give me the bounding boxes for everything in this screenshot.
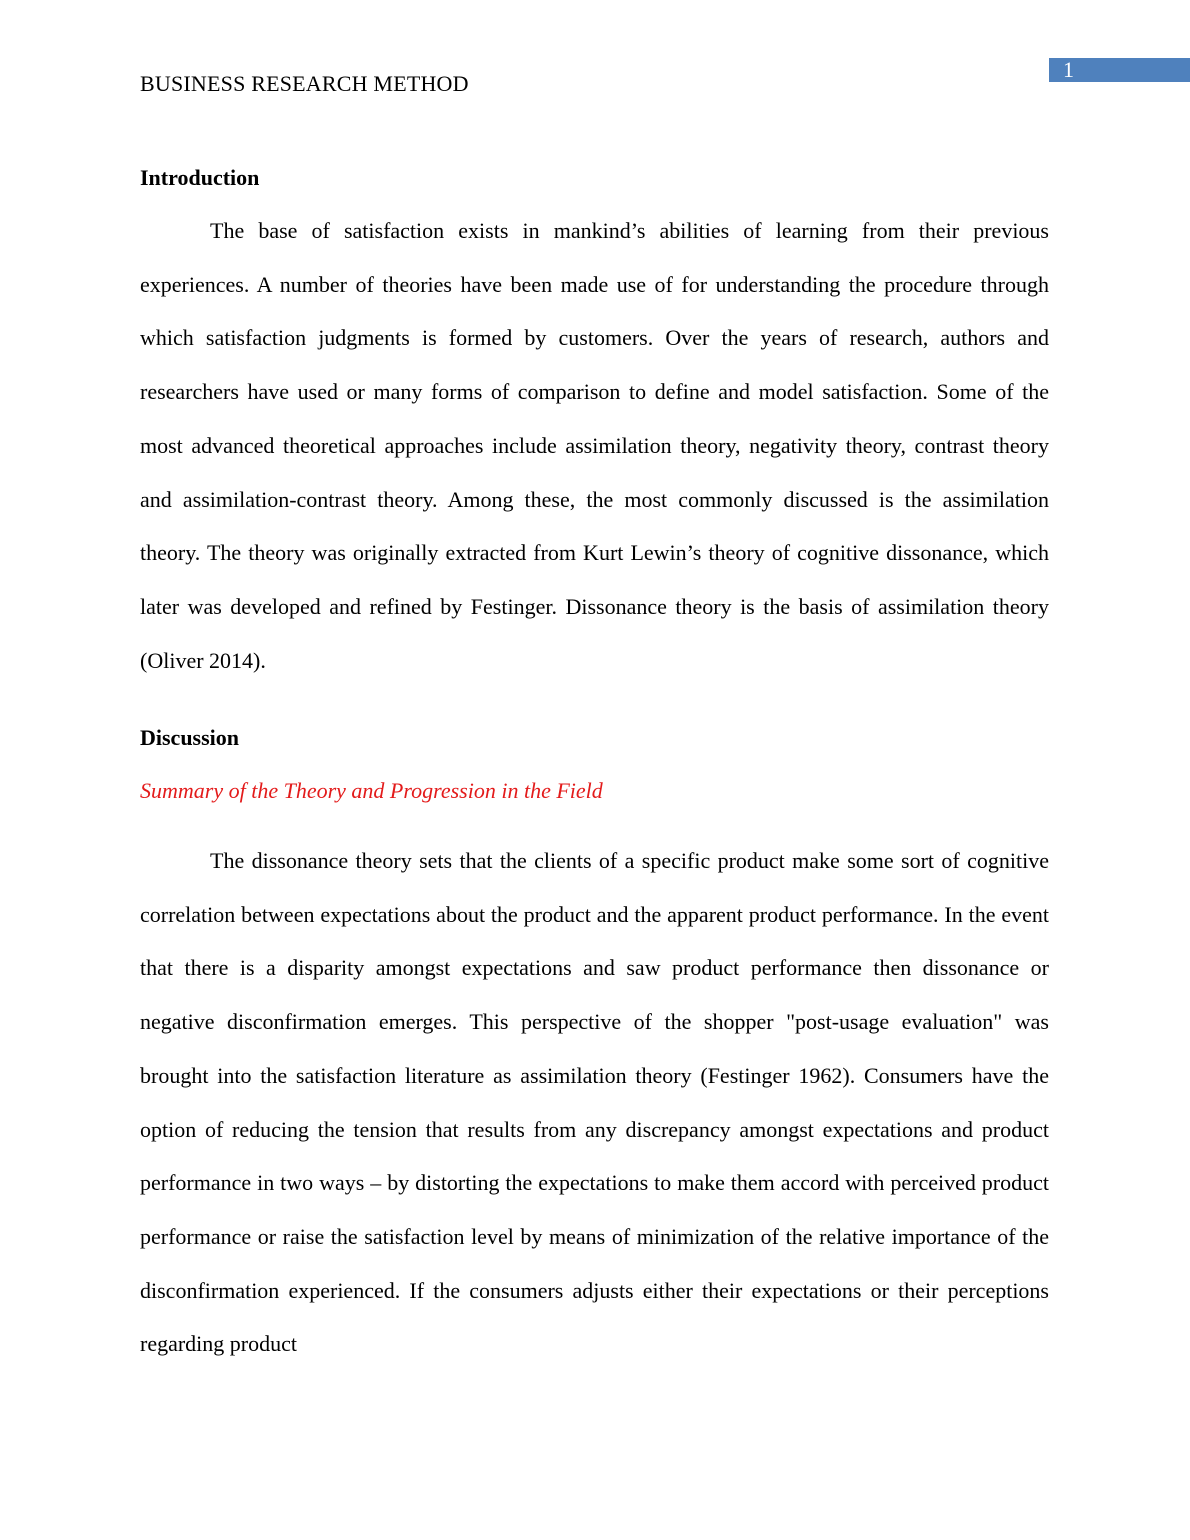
discussion-subheading: Summary of the Theory and Progression in the Field <box>140 778 603 803</box>
page-number-badge <box>1049 58 1190 82</box>
discussion-paragraph: The dissonance theory sets that the clients of a specific product make some sort of cognitive correlation between expectations about the product and the apparent product performance. In the event that there is a disparity amongst expectations and saw product performance then dissonance or negative disconfirmation emerges. This perspective of the shopper "post-usage evaluation" was brought into the satisfaction literature as assimilation theory (Festinger 1962). Consumers have the option of reducing the tension that results from any discrepancy amongst expectations and product performance in two ways – by distorting the expectations to make them accord with perceived product performance or raise the satisfaction level by means of minimization of the relative importance of the disconfirmation experienced. If the consumers adjusts either their expectations or their perceptions regarding product <box>140 848 1049 1357</box>
discussion-heading: Discussion <box>140 725 240 750</box>
page-number: 1 <box>1063 57 1074 82</box>
introduction-paragraph: The base of satisfaction exists in mankind’s abilities of learning from their previous experiences. A number of theories have been made use of for understanding the procedure through which satisfaction judgments is formed by customers. Over the years of research, authors and researchers have used or many forms of comparison to define and model satisfaction. Some of the most advanced theoretical approaches include assimilation theory, negativity theory, contrast theory and assimilation-contrast theory. Among these, the most commonly discussed is the assimilation theory. The theory was originally extracted from Kurt Lewin’s theory of cognitive dissonance, which later was developed and refined by Festinger. Dissonance theory is the basis of assimilation theory (Oliver 2014). <box>140 218 1049 673</box>
introduction-heading: Introduction <box>140 165 260 190</box>
running-head: BUSINESS RESEARCH METHOD <box>140 71 469 96</box>
